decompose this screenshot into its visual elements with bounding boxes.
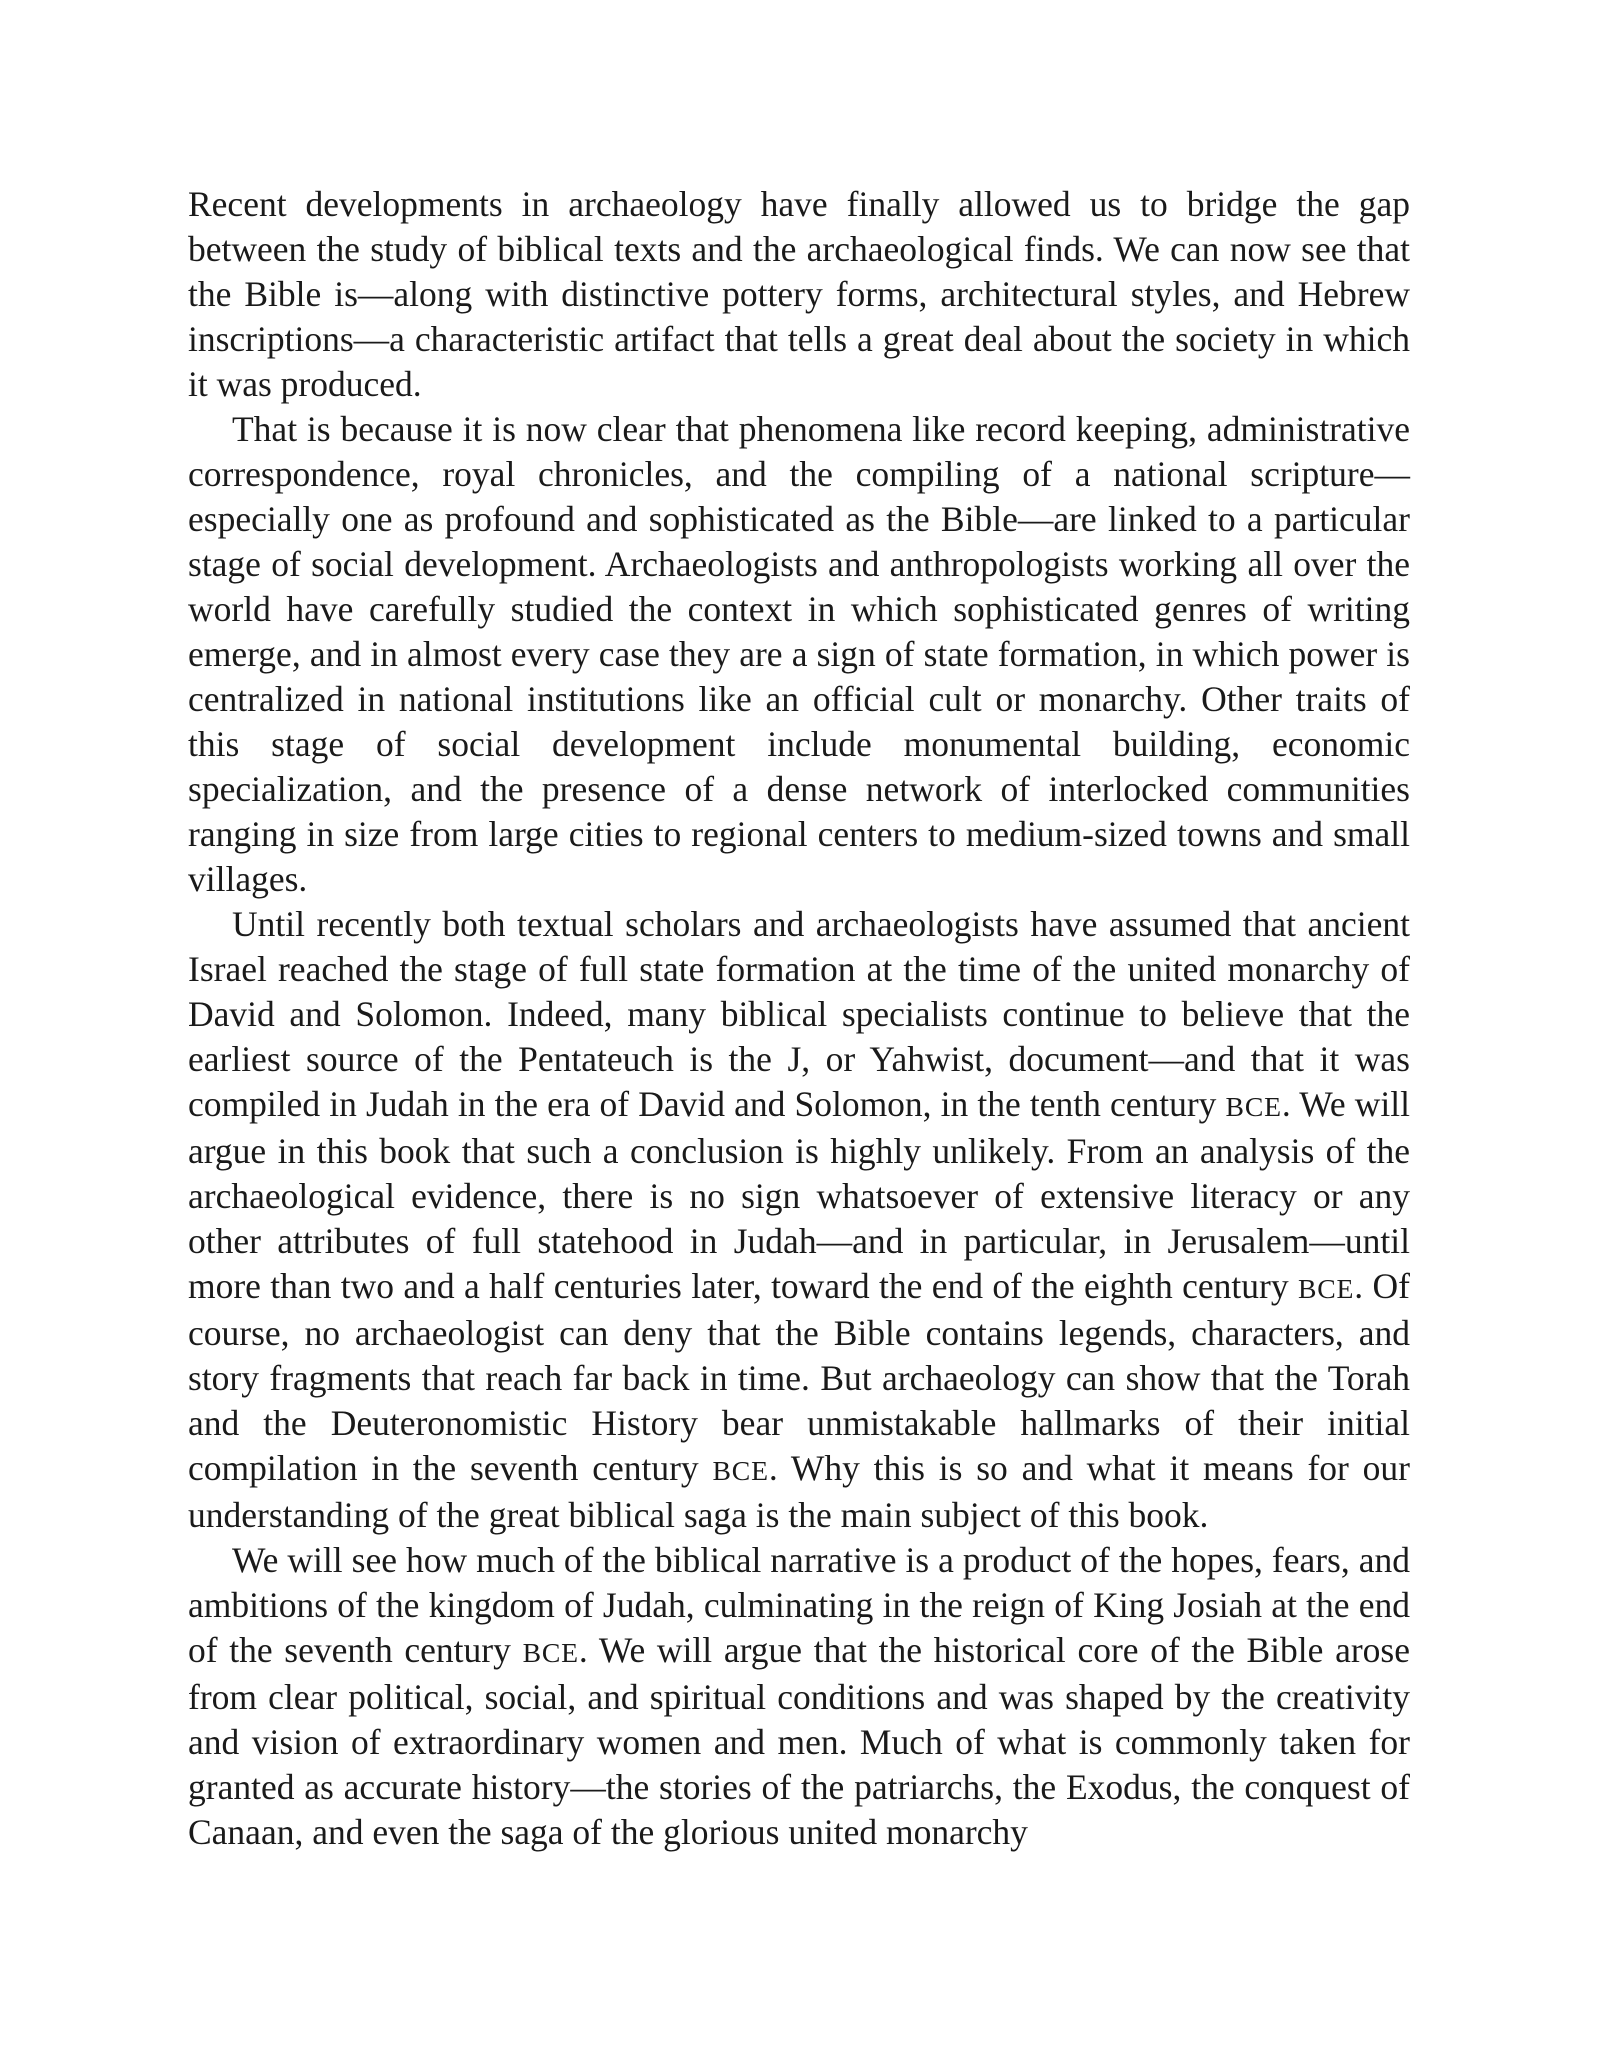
paragraph-text: Until recently both textual scholars and archaeologists have assumed that ancient Israel reached the stage of full state formation at the time of the united monarchy of David and Solomon. Indeed, many biblical specialists continue to believe that the earliest source of the Pentateuch is the J, or Yahwist, document—and that it was compiled in Judah in the era of David and Solomon, in the tenth century <box>188 904 1410 1124</box>
era-abbreviation: BCE <box>1225 1091 1282 1122</box>
body-paragraph <box>188 1538 1410 1855</box>
book-page <box>188 182 1410 1855</box>
era-abbreviation: BCE <box>1297 1273 1355 1304</box>
body-paragraph <box>188 902 1410 1538</box>
paragraph-text: We will see how much of the biblical narrative is a product of the hopes, fears, and ambitions of the kingdom of Judah, culminating in the reign of King Josiah at the end of the seventh century <box>188 1540 1410 1670</box>
paragraph-text: . We will argue that the historical core of the Bible arose from clear political, social, and spiritual conditions and was shaped by the creativity and vision of extraordinary women and men. Much of what is commonly taken for granted as accurate history—the stories of the patriarchs, the Exodus, the conquest of Canaan, and even the saga of the glorious united monarchy <box>188 1630 1410 1852</box>
paragraph-text: . We will argue in this book that such a conclusion is highly unlikely. From an analysis of the archaeological evidence, there is no sign whatsoever of extensive literacy or any other attributes of full statehood in Judah—and in particular, in Jerusalem—until more than two and a half centuries later, toward the end of the eighth century <box>188 1084 1410 1306</box>
era-abbreviation: BCE <box>712 1455 769 1486</box>
paragraph-text: Recent developments in archaeology have finally allowed us to bridge the gap between the study of biblical texts and the archaeological finds. We can now see that the Bible is—along with distinctive pottery forms, architectural styles, and Hebrew inscriptions—a characteristic artifact that tells a great deal about the society in which it was produced. <box>188 184 1410 404</box>
paragraph-text: . Why this is so and what it means for our understanding of the great biblical saga is the main subject of this book. <box>188 1448 1411 1535</box>
body-paragraph <box>188 182 1410 407</box>
body-paragraph <box>188 407 1410 902</box>
paragraph-text: That is because it is now clear that phenomena like record keeping, administrative correspondence, royal chronicles, and the compiling of a national scripture—especially one as profound and sophisticated as the Bible—are linked to a particular stage of social development. Archaeologists and anthropologists working all over the world have carefully studied the context in which sophisticated genres of writing emerge, and in almost every case they are a sign of state formation, in which power is centralized in national institutions like an official cult or monarchy. Other traits of this stage of social development include monumental building, economic specialization, and the presence of a dense network of interlocked communities ranging in size from large cities to regional centers to medium-sized towns and small villages. <box>188 409 1410 899</box>
era-abbreviation: BCE <box>522 1637 579 1668</box>
paragraph-text: . Of course, no archaeologist can deny that the Bible contains legends, characters, and story fragments that reach far back in time. But archaeology can show that the Torah and the Deuteronomistic History bear unmistakable hallmarks of their initial compilation in the seventh century <box>188 1266 1410 1488</box>
